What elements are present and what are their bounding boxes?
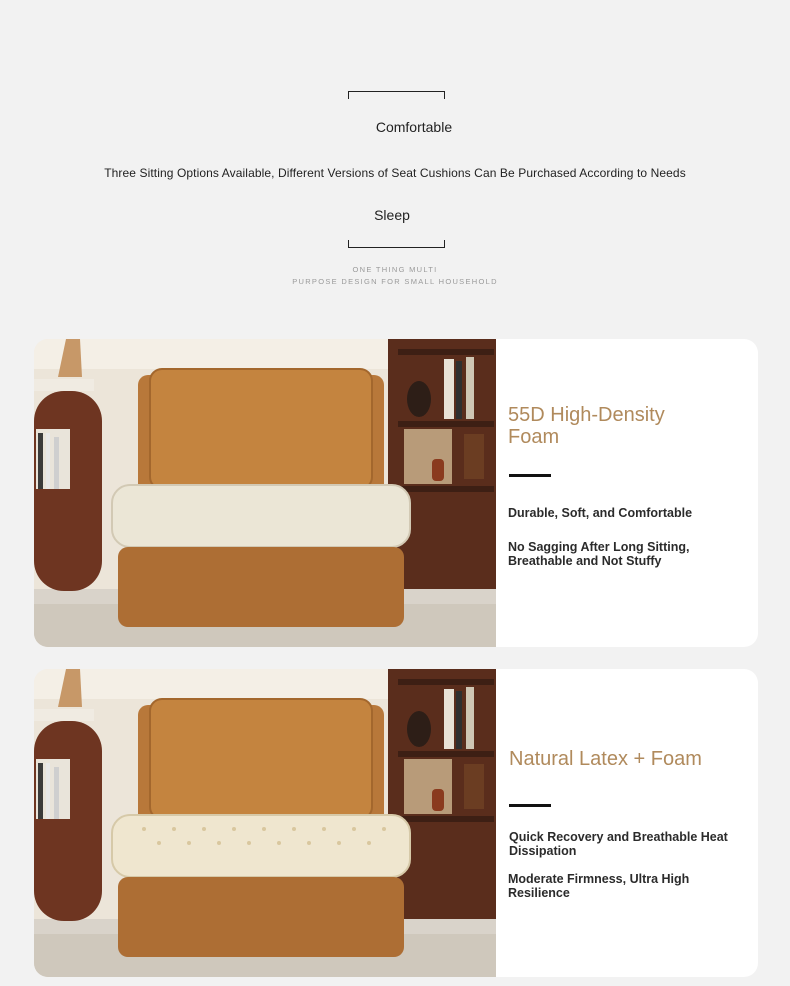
- subtitle-line-1: ONE THING MULTI: [352, 265, 438, 274]
- feature-text: Moderate Firmness, Ultra High Resilience: [508, 872, 690, 900]
- card-title-foam: 55D High-Density Foam: [508, 404, 665, 448]
- card-info-latex: [508, 669, 758, 977]
- product-card-latex: [34, 669, 758, 977]
- tagline: Three Sitting Options Available, Different Versions of Seat Cushions Can Be Purchased According to Needs: [104, 166, 686, 180]
- option-sleep: Sleep: [374, 207, 410, 223]
- option-comfortable: Comfortable: [375, 119, 453, 135]
- feature-text: Durable, Soft, and Comfortable: [508, 506, 693, 520]
- sofa-photo-latex: [34, 669, 496, 977]
- sofa-photo-foam: [34, 339, 496, 647]
- feature-text: Quick Recovery and Breathable Heat Dissipation: [509, 830, 728, 858]
- card-title-latex: Natural Latex + Foam: [509, 748, 702, 770]
- title-divider: [509, 804, 551, 807]
- title-divider: [509, 474, 551, 477]
- header-bracket-bottom: [348, 240, 445, 248]
- card-info-foam: [508, 339, 758, 647]
- feature-text: No Sagging After Long Sitting, Breathable and Not Stuffy: [508, 540, 690, 568]
- header-bracket-top: [348, 91, 445, 99]
- subtitle-line-2: PURPOSE DESIGN FOR SMALL HOUSEHOLD: [292, 277, 498, 286]
- product-card-foam: [34, 339, 758, 647]
